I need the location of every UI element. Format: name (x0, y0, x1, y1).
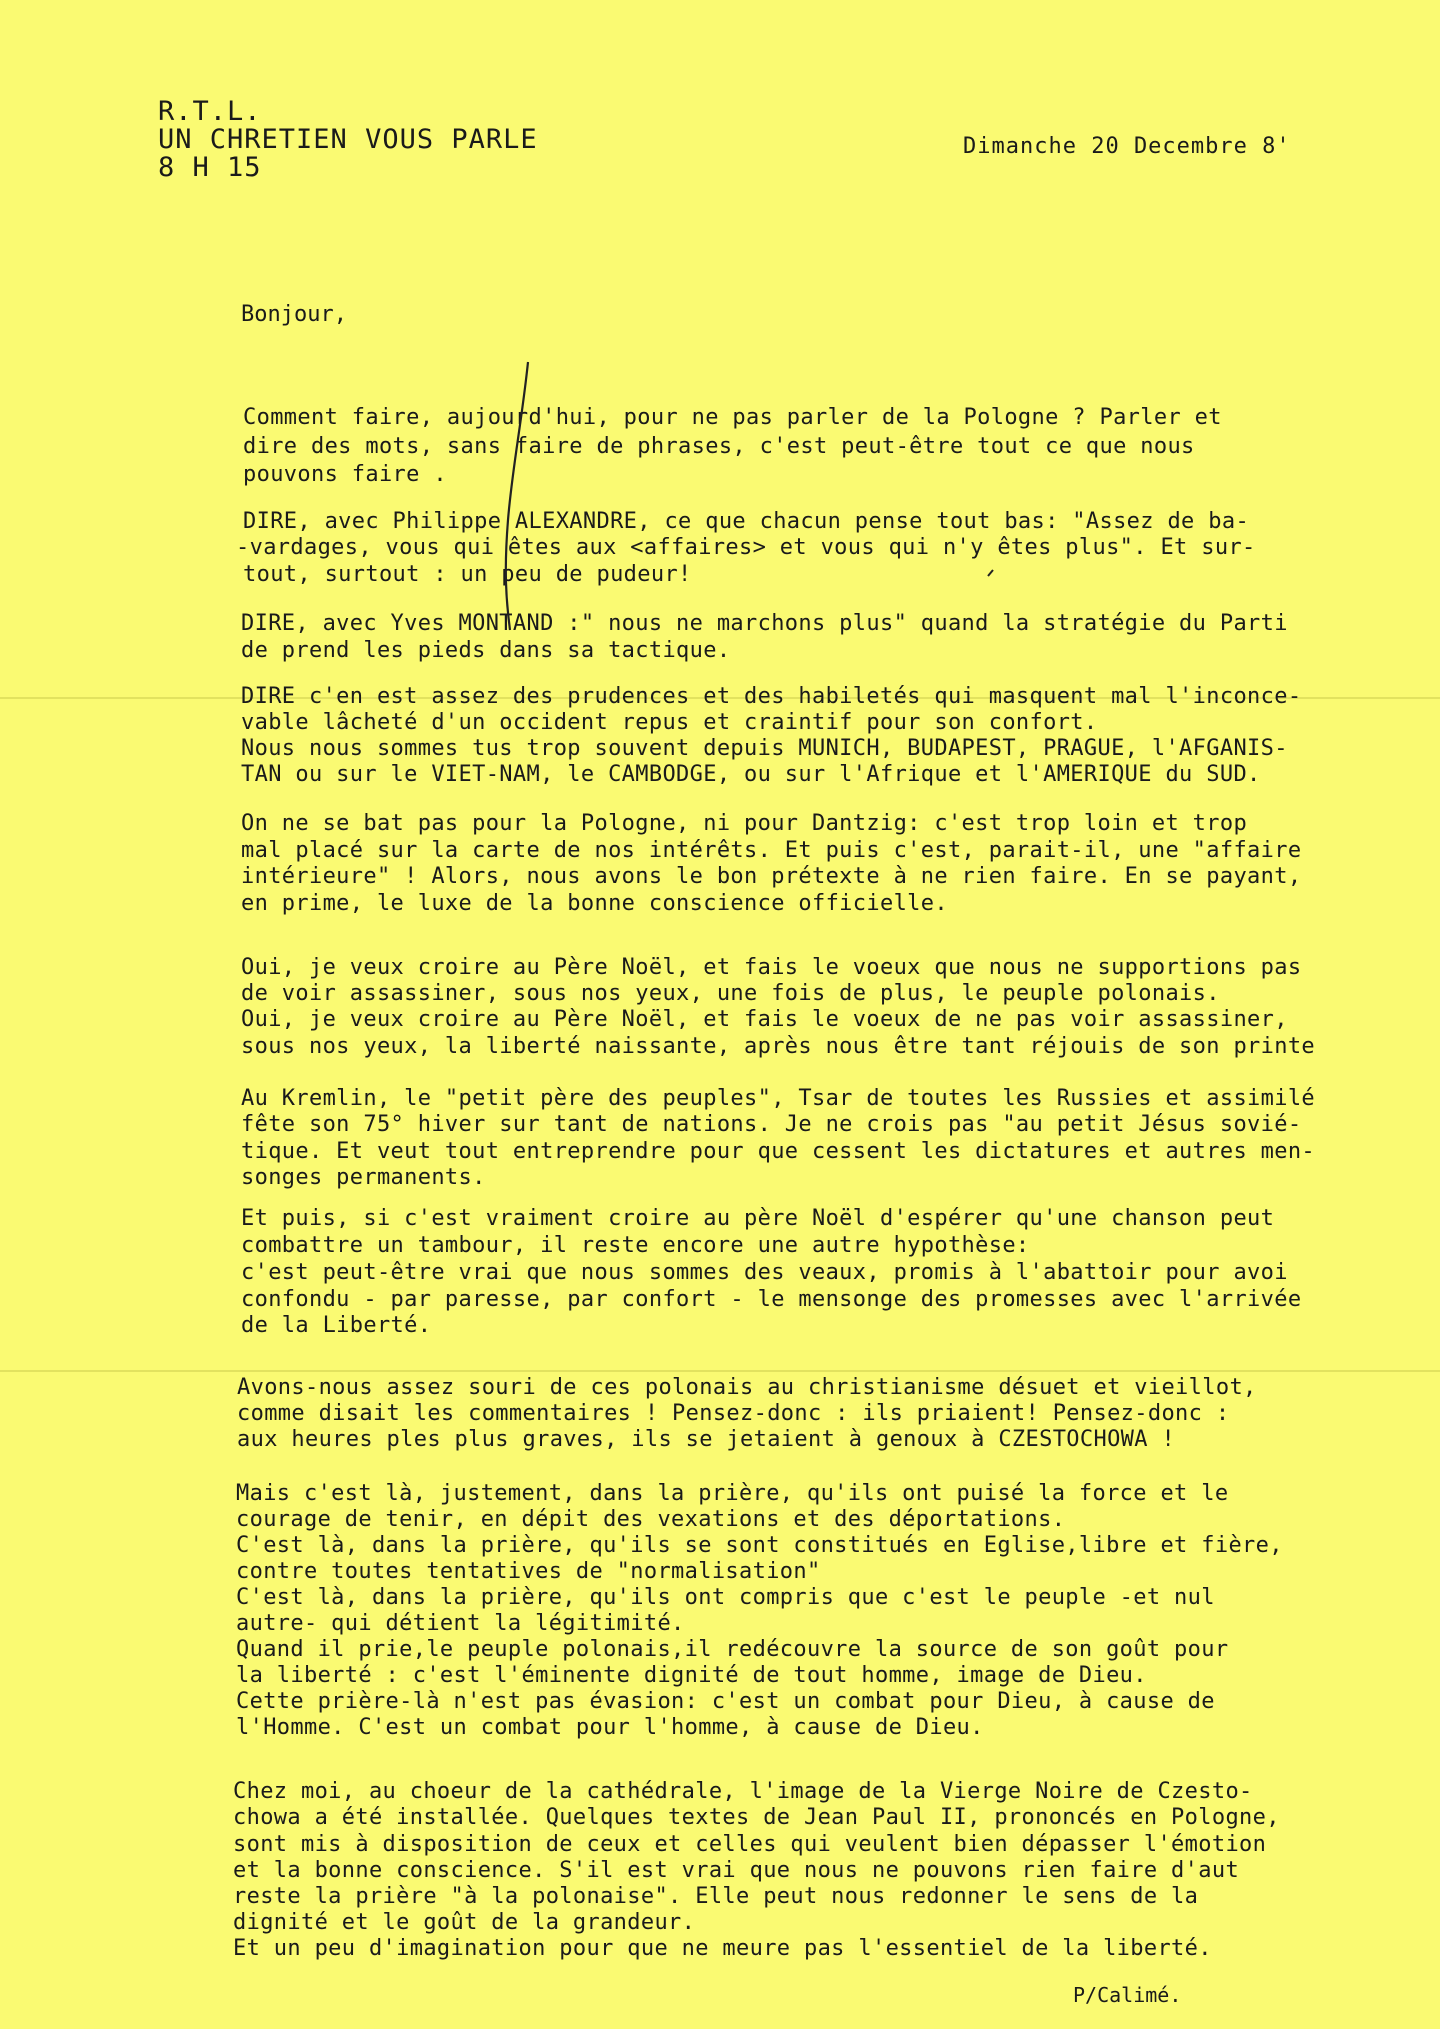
body-line: et la bonne conscience. S'il est vrai que nous ne pouvons rien faire d'aut (233, 1858, 1240, 1883)
body-line: Nous nous sommes tus trop souvent depuis MUNICH, BUDAPEST, PRAGUE, l'AFGANIS- (241, 736, 1288, 761)
body-line: chowa a été installée. Quelques textes de Jean Paul II, prononcés en Pologne, (233, 1805, 1280, 1830)
body-line: vable lâcheté d'un occident repus et craintif pour son confort. (241, 710, 1098, 735)
letter-signature: P/Calimé. (1073, 1983, 1182, 2007)
letter-greeting: Bonjour, (241, 302, 347, 327)
body-line: la liberté : c'est l'éminente dignité de tout homme, image de Dieu. (236, 1663, 1147, 1688)
body-line: tique. Et veut tout entreprendre pour que cessent les dictatures et autres men- (241, 1139, 1316, 1164)
body-line: confondu - par paresse, par confort - le mensonge des promesses avec l'arrivée (241, 1287, 1302, 1312)
header-time: 8 H 15 (158, 152, 262, 183)
body-line: -vardages, vous qui êtes aux <affaires> et vous qui n'y êtes plus". Et sur- (236, 535, 1256, 560)
body-line: Au Kremlin, le "petit père des peuples", Tsar de toutes les Russies et assimilé (241, 1086, 1316, 1111)
body-line: DIRE, avec Philippe ALEXANDRE, ce que chacun pense tout bas: "Assez de ba- (243, 509, 1250, 534)
body-line: Et puis, si c'est vraiment croire au père Noël d'espérer qu'une chanson peut (241, 1206, 1275, 1231)
letter-date: Dimanche 20 Decembre 8' (963, 134, 1291, 159)
body-line: l'Homme. C'est un combat pour l'homme, à cause de Dieu. (236, 1715, 984, 1740)
body-line: comme disait les commentaires ! Pensez-donc : ils priaient! Pensez-donc : (237, 1401, 1230, 1426)
body-line: Quand il prie,le peuple polonais,il redécouvre la source de son goût pour (236, 1637, 1229, 1662)
body-line: songes permanents. (241, 1165, 486, 1190)
body-line: aux heures ples plus graves, ils se jetaient à genoux à CZESTOCHOWA ! (237, 1427, 1176, 1452)
body-line: Et un peu d'imagination pour que ne meure pas l'essentiel de la liberté. (233, 1936, 1212, 1961)
body-line: courage de tenir, en dépit des vexations et des déportations. (236, 1507, 1066, 1532)
body-line: DIRE c'en est assez des prudences et des habiletés qui masquent mal l'inconce- (241, 684, 1302, 709)
body-line: dire des mots, sans faire de phrases, c'est peut-être tout ce que nous (243, 434, 1195, 459)
body-line: sous nos yeux, la liberté naissante, après nous être tant réjouis de son printe (241, 1034, 1316, 1059)
header-program: UN CHRETIEN VOUS PARLE (158, 124, 538, 155)
body-line: reste la prière "à la polonaise". Elle peut nous redonner le sens de la (233, 1884, 1199, 1909)
header-station: R.T.L. (158, 96, 262, 127)
body-line: Avons-nous assez souri de ces polonais au christianisme désuet et vieillot, (237, 1375, 1257, 1400)
body-line: fête son 75° hiver sur tant de nations. Je ne crois pas "au petit Jésus sovié- (241, 1112, 1302, 1137)
body-line: autre- qui détient la légitimité. (236, 1611, 685, 1636)
body-line: Chez moi, au choeur de la cathédrale, l'image de la Vierge Noire de Czesto- (233, 1779, 1253, 1804)
body-line: Comment faire, aujourd'hui, pour ne pas parler de la Pologne ? Parler et (243, 405, 1222, 430)
body-line: Oui, je veux croire au Père Noël, et fais le voeux de ne pas voir assassiner, (241, 1007, 1288, 1032)
body-line: C'est là, dans la prière, qu'ils ont compris que c'est le peuple -et nul (236, 1585, 1215, 1610)
body-line: Oui, je veux croire au Père Noël, et fais le voeux que nous ne supportions pas (241, 955, 1302, 980)
body-line: de la Liberté. (241, 1313, 432, 1338)
body-line: DIRE, avec Yves MONTAND :" nous ne marchons plus" quand la stratégie du Parti (241, 611, 1288, 636)
body-line: dignité et le goût de la grandeur. (233, 1910, 696, 1935)
body-line: pouvons faire . (243, 462, 447, 487)
body-line: sont mis à disposition de ceux et celles qui veulent bien dépasser l'émotion (233, 1832, 1267, 1857)
body-line: en prime, le luxe de la bonne conscience officielle. (241, 891, 948, 916)
body-line: mal placé sur la carte de nos intérêts. Et puis c'est, parait-il, une "affaire (241, 838, 1302, 863)
body-line: intérieure" ! Alors, nous avons le bon prétexte à ne rien faire. En se payant, (241, 864, 1302, 889)
body-line: On ne se bat pas pour la Pologne, ni pour Dantzig: c'est trop loin et trop (241, 811, 1248, 836)
body-line: C'est là, dans la prière, qu'ils se sont constitués en Eglise,libre et fière, (236, 1533, 1283, 1558)
body-line: Mais c'est là, justement, dans la prière, qu'ils ont puisé la force et le (236, 1481, 1229, 1506)
body-line: Cette prière-là n'est pas évasion: c'est un combat pour Dieu, à cause de (236, 1689, 1215, 1714)
body-line: de prend les pieds dans sa tactique. (241, 638, 731, 663)
fold-line (0, 1370, 1440, 1372)
body-line: de voir assassiner, sous nos yeux, une fois de plus, le peuple polonais. (241, 981, 1220, 1006)
body-line: TAN ou sur le VIET-NAM, le CAMBODGE, ou sur l'Afrique et l'AMERIQUE du SUD. (241, 762, 1261, 787)
body-line: combattre un tambour, il reste encore une autre hypothèse: (241, 1233, 1030, 1258)
body-line: tout, surtout : un peu de pudeur! (243, 562, 692, 587)
body-line: c'est peut-être vrai que nous sommes des veaux, promis à l'abattoir pour avoi (241, 1260, 1288, 1285)
letter-header (158, 98, 538, 182)
body-line: contre toutes tentatives de "normalisation" (236, 1559, 821, 1584)
